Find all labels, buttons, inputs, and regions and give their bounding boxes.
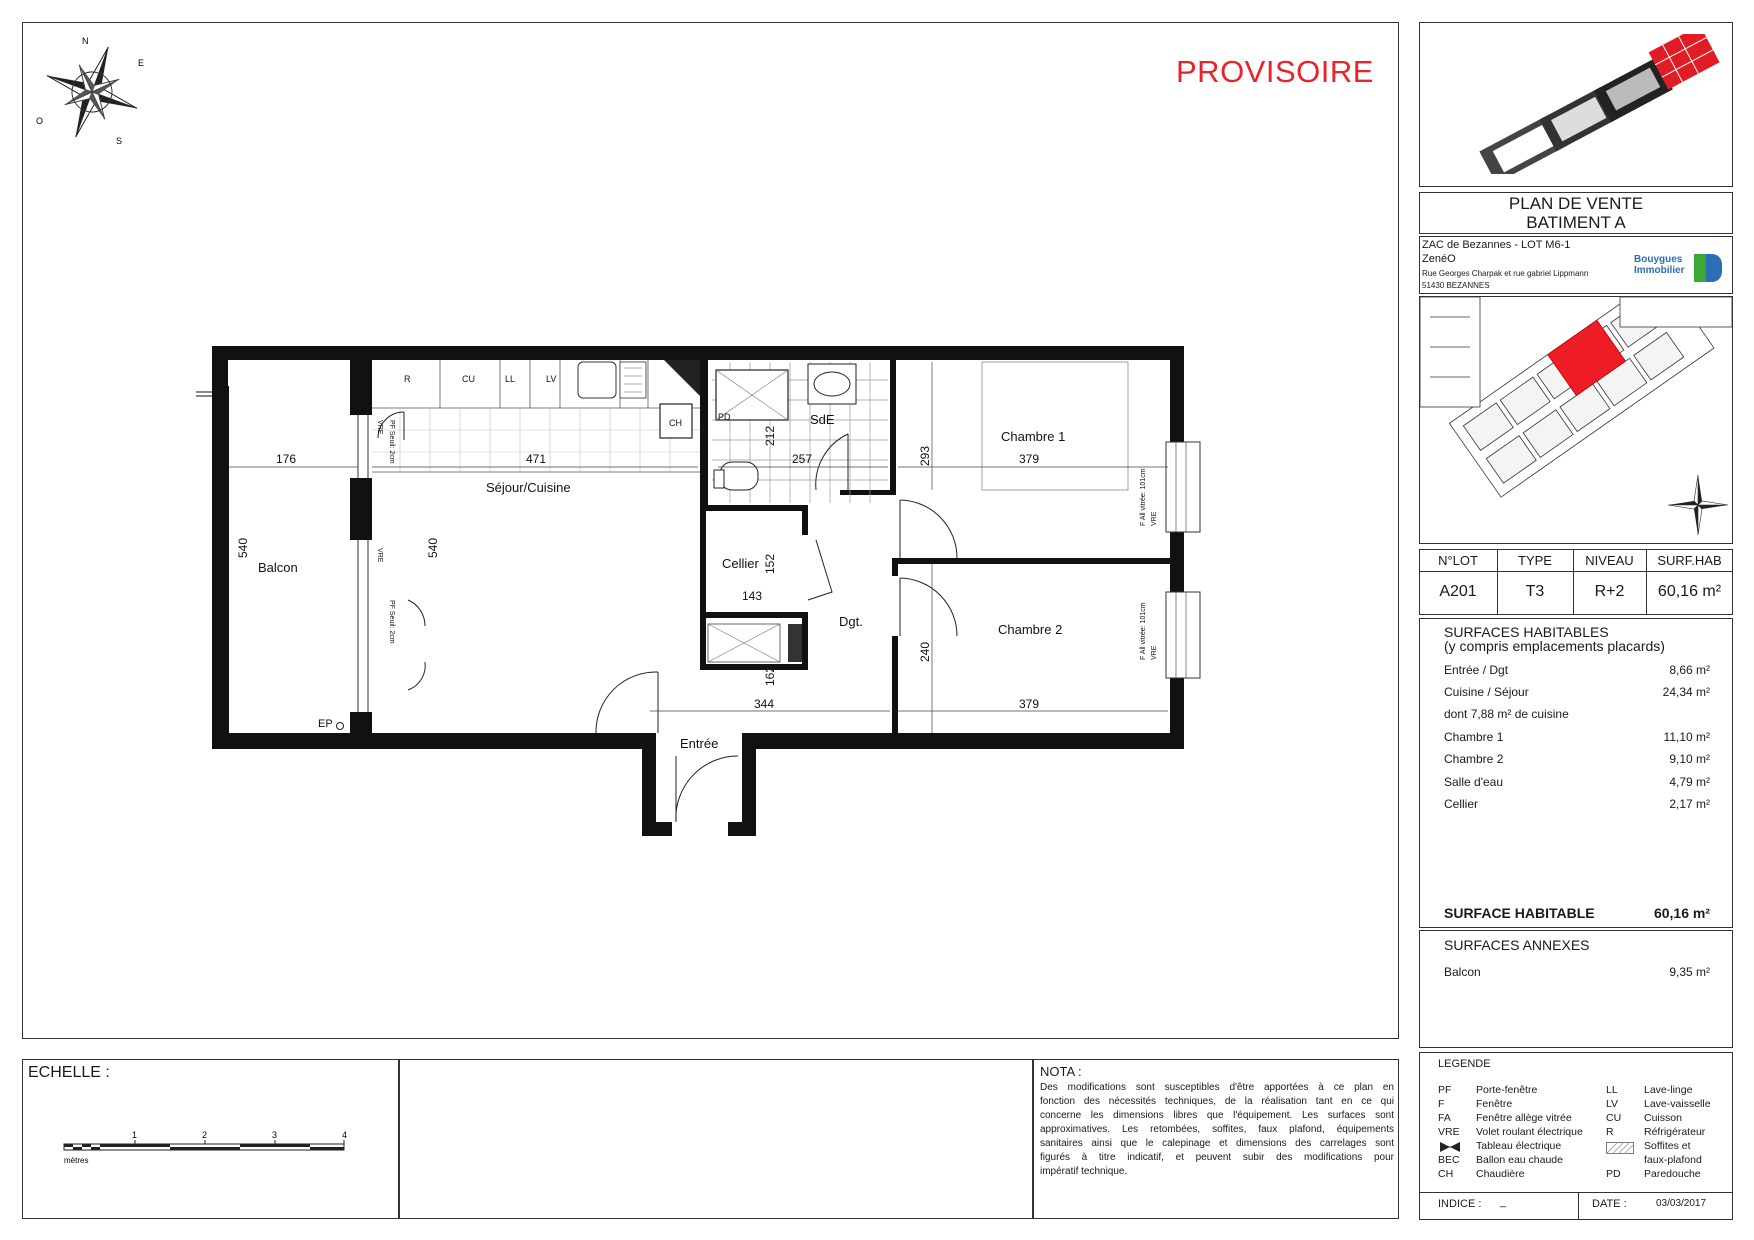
- dim-212: 212: [763, 425, 777, 446]
- sh-row-value: 11,10 m²: [1663, 730, 1710, 744]
- provisoire-stamp: PROVISOIRE: [1176, 54, 1374, 89]
- sh-title: SURFACES HABITABLES: [1444, 624, 1609, 640]
- lot-header-type: TYPE: [1518, 553, 1552, 568]
- legende-label: Volet roulant électrique: [1476, 1126, 1583, 1138]
- dim-152: 152: [763, 553, 777, 574]
- legende-code: F: [1438, 1098, 1445, 1110]
- legende-label: Tableau électrique: [1476, 1140, 1562, 1152]
- legende-code: LV: [1606, 1098, 1619, 1110]
- sa-row-value: 9,35 m²: [1669, 965, 1710, 979]
- room-entree: Entrée: [680, 736, 719, 751]
- kitchen-ll: LL: [505, 374, 516, 384]
- compass-n: N: [82, 36, 89, 46]
- site-overview-map: [1460, 34, 1720, 174]
- legende-code: CU: [1606, 1112, 1622, 1124]
- indice-label: INDICE :: [1438, 1198, 1482, 1210]
- note-pf2: PF Seuil: 2cm: [388, 600, 395, 644]
- sh-row-value: 9,10 m²: [1669, 752, 1710, 766]
- sh-row-value: 4,79 m²: [1669, 775, 1710, 789]
- dim-471: 471: [526, 452, 547, 466]
- nota-line: approximatives. Les retombées, soffites, faux plafond, équipements: [1040, 1124, 1394, 1135]
- legende-label: Porte-fenêtre: [1476, 1084, 1538, 1096]
- nota-line: fonction des nécessités techniques, de la réalisation tant en ce qui: [1040, 1096, 1394, 1107]
- project-line3: Rue Georges Charpak et rue gabriel Lippmann: [1422, 269, 1589, 278]
- logo-line1: Bouygues: [1634, 254, 1683, 265]
- indice-date-divider: [1419, 1192, 1733, 1193]
- compass-o: O: [36, 116, 44, 126]
- legende-label: Lave-linge: [1644, 1084, 1693, 1096]
- scale-tick-4: 4: [342, 1130, 348, 1140]
- kitchen-lv: LV: [546, 374, 557, 384]
- legende-label: Fenêtre allège vitrée: [1476, 1112, 1572, 1124]
- title-line2: BATIMENT A: [1526, 213, 1626, 232]
- date-value: 03/03/2017: [1656, 1198, 1707, 1209]
- sh-row-label: Cellier: [1444, 797, 1479, 811]
- legende-code: PF: [1438, 1084, 1452, 1096]
- sh-row-label: Salle d'eau: [1444, 775, 1504, 789]
- note-fa2: F All vitrée: 101cm: [1140, 602, 1147, 660]
- lot-value-nlot: A201: [1439, 583, 1477, 600]
- nota-line: concerne les dimensions libres que l'équipement. Les surfaces sont: [1040, 1110, 1394, 1121]
- nota-line: Des modifications sont susceptibles d'être apportées à ce plan en: [1040, 1082, 1394, 1093]
- indice-date-sep: [1578, 1192, 1579, 1220]
- note-vre2: VRE: [376, 548, 383, 563]
- room-sde: SdE: [810, 412, 835, 427]
- note-vre1: VRE: [376, 420, 383, 435]
- lot-header-nlot: N°LOT: [1438, 553, 1478, 568]
- dim-176: 176: [276, 452, 297, 466]
- compass-e: E: [138, 58, 145, 68]
- sh-total-label: SURFACE HABITABLE: [1444, 905, 1595, 921]
- bouygues-logo: [1634, 254, 1728, 282]
- dim-257: 257: [792, 452, 813, 466]
- project-line4: 51430 BEZANNES: [1422, 281, 1490, 290]
- dim-540a: 540: [236, 537, 250, 558]
- nota-line: sanitaires ainsi que le calepinage et dimensions des carrelages sont: [1040, 1138, 1394, 1149]
- legende-code: BEC: [1438, 1154, 1460, 1166]
- legende-code: FA: [1438, 1112, 1451, 1124]
- dim-344: 344: [754, 697, 775, 711]
- sh-row-value: 2,17 m²: [1669, 797, 1710, 811]
- date-label: DATE :: [1592, 1198, 1627, 1210]
- lot-value-niveau: R+2: [1594, 583, 1625, 600]
- nota-line: figurés à titre indicatif, et peuvent subir des modifications pour: [1040, 1152, 1394, 1163]
- kitchen-cu: CU: [462, 374, 475, 384]
- sh-row-value: 8,66 m²: [1669, 663, 1710, 677]
- room-chambre1: Chambre 1: [1001, 429, 1066, 444]
- lot-value-type: T3: [1525, 583, 1545, 600]
- legende-label: Lave-vaisselle: [1644, 1098, 1711, 1110]
- sh-row-label: Chambre 2: [1444, 752, 1504, 766]
- lot-header-surfhab: SURF.HAB: [1657, 553, 1722, 568]
- dim-143: 143: [742, 589, 763, 603]
- legende-label: faux-plafond: [1644, 1154, 1702, 1166]
- sh-row-label: dont 7,88 m² de cuisine: [1444, 707, 1569, 721]
- sa-title: SURFACES ANNEXES: [1444, 937, 1590, 953]
- lot-table-divider: [1419, 571, 1733, 572]
- legende-label: Soffites et: [1644, 1140, 1691, 1152]
- blank-box: [399, 1059, 1033, 1219]
- sh-row-label: Chambre 1: [1444, 730, 1504, 744]
- legende-label: Réfrigérateur: [1644, 1126, 1706, 1138]
- legende-label: Fenêtre: [1476, 1098, 1513, 1110]
- soffites-hatch-icon: [1606, 1142, 1634, 1154]
- project-line2: ZenéO: [1422, 253, 1456, 265]
- compass-s: S: [116, 136, 123, 146]
- kitchen-ch: CH: [669, 418, 682, 428]
- scale-tick-3: 3: [272, 1130, 278, 1140]
- legende-title: LEGENDE: [1438, 1058, 1491, 1070]
- location-map: [1420, 297, 1732, 543]
- legende-label: Cuisson: [1644, 1112, 1682, 1124]
- sh-total-value: 60,16 m²: [1653, 905, 1710, 921]
- lot-value-surfhab: 60,16 m²: [1657, 583, 1722, 600]
- legende-code: VRE: [1438, 1126, 1460, 1138]
- dim-293: 293: [918, 445, 932, 466]
- scale-bar: [60, 1128, 360, 1168]
- scale-unit: mètres: [64, 1156, 89, 1165]
- note-vre3: VRE: [1151, 511, 1158, 526]
- dim-162: 162: [763, 665, 777, 686]
- room-balcon: Balcon: [258, 560, 298, 575]
- nota-title: NOTA :: [1040, 1064, 1082, 1079]
- logo-line2: Immobilier: [1634, 265, 1685, 276]
- kitchen-pd: PD: [718, 412, 731, 422]
- plan-ep: EP: [318, 718, 333, 730]
- dim-379a: 379: [1019, 452, 1040, 466]
- legende-code: PD: [1606, 1168, 1621, 1180]
- sh-subtitle: (y compris emplacements placards): [1444, 638, 1665, 654]
- legende-code: R: [1606, 1126, 1614, 1138]
- nota-line: impératif technique.: [1040, 1166, 1128, 1177]
- title-line1: PLAN DE VENTE: [1508, 194, 1644, 213]
- tableau-electrique-icon: [1440, 1142, 1460, 1152]
- nota-text: [1040, 1081, 1394, 1179]
- dim-240: 240: [918, 641, 932, 662]
- sh-row-label: Cuisine / Séjour: [1444, 685, 1529, 699]
- note-vre4: VRE: [1151, 645, 1158, 660]
- legende-label: Ballon eau chaude: [1476, 1154, 1563, 1166]
- lot-header-niveau: NIVEAU: [1585, 553, 1634, 568]
- echelle-title: ECHELLE :: [28, 1064, 110, 1081]
- room-dgt: Dgt.: [839, 614, 863, 629]
- project-line1: ZAC de Bezannes - LOT M6-1: [1422, 239, 1571, 251]
- room-sejour: Séjour/Cuisine: [486, 480, 571, 495]
- room-chambre2: Chambre 2: [998, 622, 1063, 637]
- legende-code: CH: [1438, 1168, 1454, 1180]
- dim-379b: 379: [1019, 697, 1040, 711]
- dim-540b: 540: [426, 537, 440, 558]
- indice-value: _: [1500, 1196, 1507, 1208]
- legende-label: Paredouche: [1644, 1168, 1701, 1180]
- legende-code: LL: [1606, 1084, 1618, 1096]
- sh-row-label: Entrée / Dgt: [1444, 663, 1509, 677]
- room-cellier: Cellier: [722, 556, 759, 571]
- logo-mark-b: [1706, 254, 1722, 282]
- sh-row-value: 24,34 m²: [1662, 685, 1710, 699]
- logo-mark: [1694, 254, 1706, 282]
- kitchen-r: R: [404, 374, 411, 384]
- legende-label: Chaudière: [1476, 1168, 1525, 1180]
- note-fa1: F All vitrée: 101cm: [1140, 468, 1147, 526]
- scale-tick-1: 1: [132, 1130, 138, 1140]
- note-pf1: PF Seuil: 2cm: [388, 420, 395, 464]
- scale-tick-2: 2: [202, 1130, 208, 1140]
- sa-row-label: Balcon: [1444, 965, 1481, 979]
